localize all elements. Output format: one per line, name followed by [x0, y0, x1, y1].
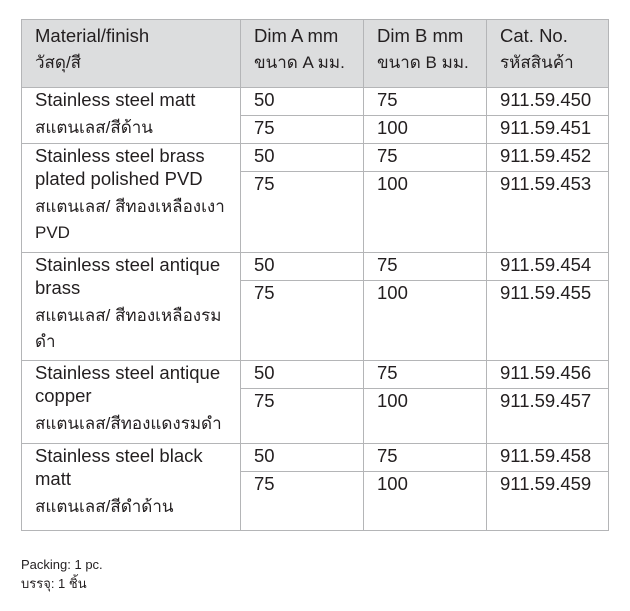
dim-a-cell: 75 — [241, 116, 364, 144]
cat-no-cell: 911.59.455 — [487, 281, 609, 361]
dim-b-cell: 100 — [364, 389, 487, 444]
header-cat-no-th: รหัสสินค้า — [500, 53, 574, 72]
header-material-en: Material/finish — [35, 25, 150, 46]
material-cell — [22, 88, 241, 144]
dim-b-cell: 100 — [364, 281, 487, 361]
header-material-th: วัสดุ/สี — [35, 53, 82, 72]
header-row — [22, 20, 609, 88]
packing-en: Packing: 1 pc. — [21, 557, 103, 572]
material-th: สแตนเลส/ สีทองเหลืองเงา PVD — [35, 197, 225, 242]
dim-b-cell: 100 — [364, 172, 487, 253]
dim-b-cell: 75 — [364, 361, 487, 389]
header-material — [22, 20, 241, 88]
material-en: Stainless steel black matt — [35, 445, 203, 489]
cat-no-cell: 911.59.451 — [487, 116, 609, 144]
table-row — [22, 144, 609, 172]
material-th: สแตนเลส/สีทองแดงรมดำ — [35, 414, 222, 433]
material-th: สแตนเลส/ สีทองเหลืองรมดำ — [35, 306, 222, 351]
dim-b-cell: 100 — [364, 116, 487, 144]
dim-b-cell: 100 — [364, 472, 487, 531]
header-dim-b — [364, 20, 487, 88]
dim-a-cell: 50 — [241, 144, 364, 172]
cat-no-cell: 911.59.457 — [487, 389, 609, 444]
material-en: Stainless steel antique brass — [35, 254, 221, 298]
dim-a-cell: 75 — [241, 472, 364, 531]
dim-b-cell: 75 — [364, 253, 487, 281]
header-dim-b-th: ขนาด B มม. — [377, 53, 469, 72]
dim-a-cell: 75 — [241, 389, 364, 444]
material-en: Stainless steel brass plated polished PVD — [35, 145, 205, 189]
packing-note — [21, 555, 103, 593]
table-row — [22, 253, 609, 281]
cat-no-cell: 911.59.452 — [487, 144, 609, 172]
packing-th: บรรจุ: 1 ชิ้น — [21, 576, 87, 591]
table-header — [22, 20, 609, 88]
material-cell — [22, 253, 241, 361]
product-spec-table — [21, 19, 609, 531]
cat-no-cell: 911.59.453 — [487, 172, 609, 253]
material-cell — [22, 361, 241, 444]
cat-no-cell: 911.59.458 — [487, 444, 609, 472]
dim-a-cell: 75 — [241, 172, 364, 253]
header-dim-a — [241, 20, 364, 88]
dim-a-cell: 50 — [241, 361, 364, 389]
table-row — [22, 361, 609, 389]
header-cat-no — [487, 20, 609, 88]
dim-b-cell: 75 — [364, 88, 487, 116]
header-dim-a-th: ขนาด A มม. — [254, 53, 345, 72]
dim-b-cell: 75 — [364, 144, 487, 172]
dim-a-cell: 75 — [241, 281, 364, 361]
cat-no-cell: 911.59.459 — [487, 472, 609, 531]
cat-no-cell: 911.59.450 — [487, 88, 609, 116]
cat-no-cell: 911.59.456 — [487, 361, 609, 389]
table-row — [22, 88, 609, 116]
header-cat-no-en: Cat. No. — [500, 25, 568, 46]
dim-a-cell: 50 — [241, 253, 364, 281]
material-cell — [22, 444, 241, 531]
dim-a-cell: 50 — [241, 88, 364, 116]
table-row — [22, 444, 609, 472]
cat-no-cell: 911.59.454 — [487, 253, 609, 281]
material-en: Stainless steel matt — [35, 89, 196, 110]
material-en: Stainless steel antique copper — [35, 362, 221, 406]
material-cell — [22, 144, 241, 253]
header-dim-a-en: Dim A mm — [254, 25, 339, 46]
material-th: สแตนเลส/สีด้าน — [35, 118, 153, 137]
header-dim-b-en: Dim B mm — [377, 25, 464, 46]
table-body — [22, 88, 609, 531]
dim-b-cell: 75 — [364, 444, 487, 472]
material-th: สแตนเลส/สีดำด้าน — [35, 497, 174, 516]
dim-a-cell: 50 — [241, 444, 364, 472]
